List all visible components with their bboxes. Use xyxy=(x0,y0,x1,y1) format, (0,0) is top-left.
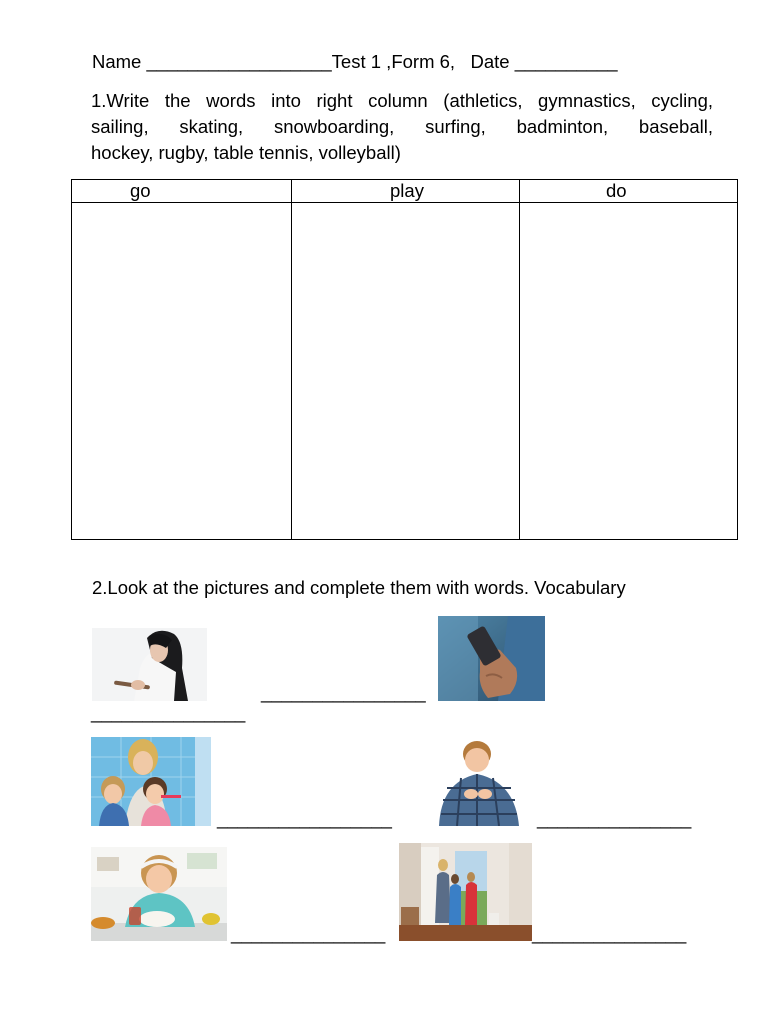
answer-blank-3[interactable]: _________________ xyxy=(217,808,392,829)
task-1-instruction xyxy=(91,88,713,166)
answer-blank-2[interactable]: _______________ xyxy=(91,702,246,723)
task-1-line-2: sailing, skating, snowboarding, surfing, badminton, baseball, xyxy=(91,116,713,137)
do-column-answer-area[interactable] xyxy=(520,203,737,539)
column-header-go: go xyxy=(130,180,151,201)
word-sort-table xyxy=(71,179,738,540)
girl-eating-breakfast-picture xyxy=(91,847,227,941)
teeth-brushing-picture xyxy=(91,737,211,826)
task-1-line-1: 1.Write the words into right column (athletics, gymnastics, cycling, xyxy=(91,90,713,111)
task-2-instruction: 2.Look at the pictures and complete them with words. Vocabulary xyxy=(92,577,626,598)
boy-buttoning-shirt-picture xyxy=(427,738,530,826)
answer-blank-1[interactable]: ________________ xyxy=(261,682,426,703)
play-column-answer-area[interactable] xyxy=(292,203,519,539)
phone-in-hand-picture xyxy=(438,616,545,701)
column-header-play: play xyxy=(390,180,424,201)
leaving-home-picture xyxy=(399,843,532,941)
column-header-do: do xyxy=(606,180,627,201)
answer-blank-4[interactable]: _______________ xyxy=(537,808,692,829)
hair-brushing-picture xyxy=(92,628,207,701)
answer-blank-5[interactable]: _______________ xyxy=(231,923,386,944)
answer-blank-6[interactable]: _______________ xyxy=(532,923,687,944)
worksheet-header: Name __________________Test 1 ,Form 6, Date __________ xyxy=(92,51,618,72)
task-1-line-3: hockey, rugby, table tennis, volleyball) xyxy=(91,142,401,163)
go-column-answer-area[interactable] xyxy=(72,203,291,539)
